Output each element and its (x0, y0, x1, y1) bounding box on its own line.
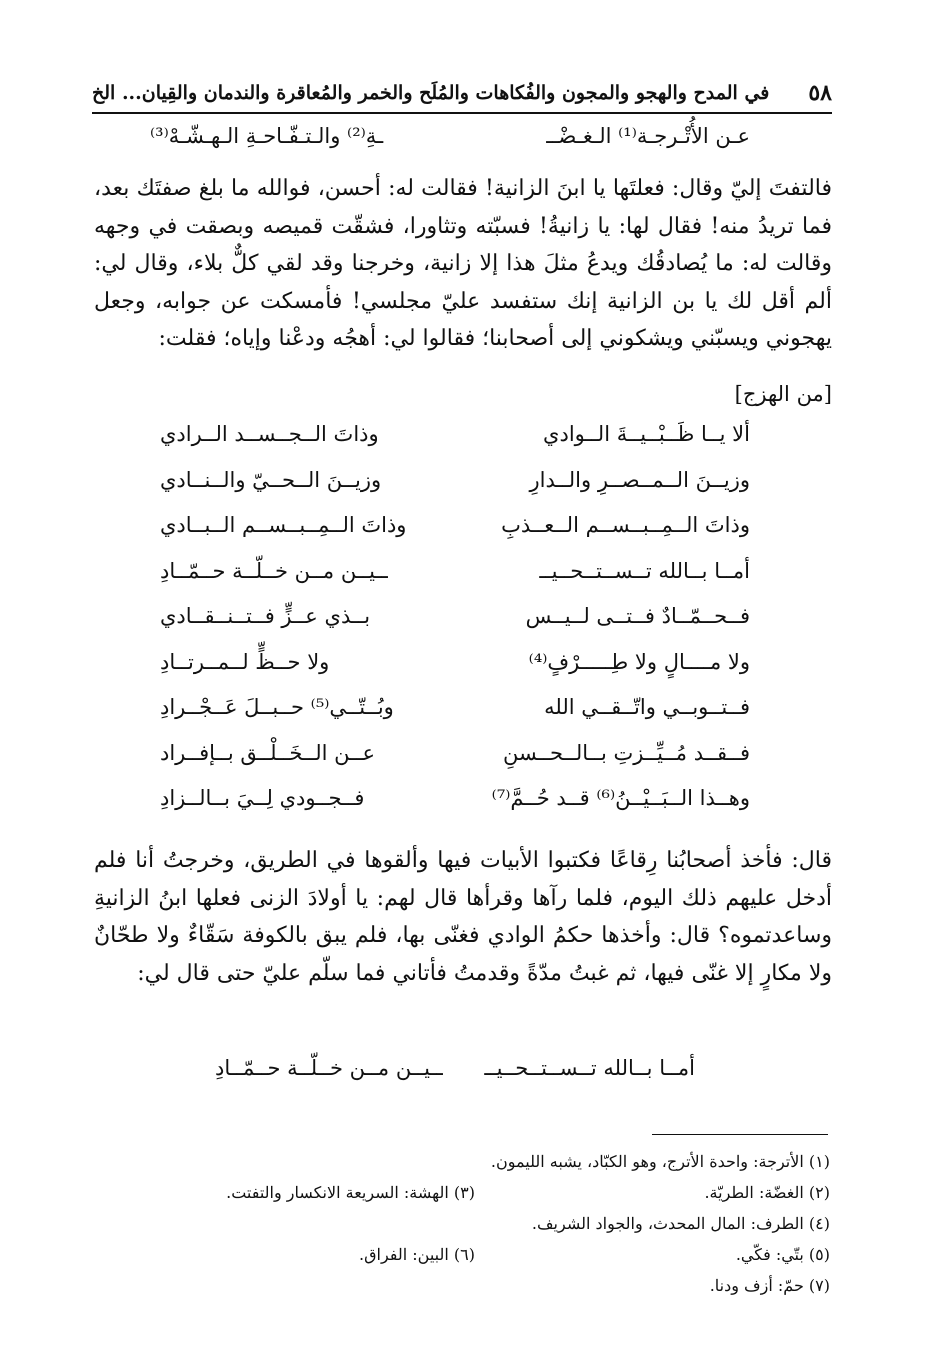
poem-verse (160, 422, 750, 468)
paragraph-narrative-1: فالتفتَ إليّ وقال: فعلتَها يا ابنَ الزانية! فقالت له: أحسن، فوالله ما بلغ صفتَك بعد، فما تريدُ منه! فقال لها: يا زانيةُ! فسبّته وتثاورا، فشقّت قميصه وبصقت في وجهه وقالت له: ما يُصادقُك ويدعُ مثلَ هذا إلا زانية، وخرجنا وقد لقي كلٌّ بلاء، وقال لي: ألم أقل لك يا بن الزانية إنك ستفسد عليّ مجلسي! فأمسكت عن جوابه، وجعل يهجوني ويسبّني ويشكوني إلى أصحابنا؛ فقالوا لي: أهجُه ودعْنا وإياه؛ فقلت: (94, 176, 832, 352)
closing-verse (215, 1056, 695, 1096)
footnote: (٥) بتّي: فكّي. (735, 1245, 830, 1264)
verse-first-hemistich: وذاتَ الــمِــبــســم الــعــذبِ (501, 513, 750, 537)
verse-first-hemistich: وزيــنَ الــمــصــرِ والــدارِ (529, 467, 750, 492)
verse-first-hemistich: فــحــمّــادٌ فــتــى لــيــس (525, 604, 750, 628)
footnote: (٦) البين: الفراق. (359, 1245, 475, 1264)
verse-second-hemistich: ــيــن مــن خــلّــة حــمّــادِ (215, 1056, 443, 1080)
verse-first-hemistich: ولا مــــالٍ ولا طِـــــرْفٍ⁽⁴⁾ (528, 649, 750, 674)
poem-verse (160, 695, 750, 741)
footnote: (١) الأترجة: واحدة الأترج، وهو الكبّاد، يشبه الليمون. (490, 1152, 830, 1171)
opening-verse (150, 124, 750, 164)
verse-second-hemistich: وبُــتّــي⁽⁵⁾ حــبــلَ عَــجْــرادِ (160, 695, 394, 719)
footnote-row (110, 1177, 830, 1208)
page-number: ٥٨ (808, 80, 832, 106)
verse-second-hemistich: ــيــن مــن خــلّــة حــمّــادِ (160, 558, 388, 583)
verse-second-hemistich: وذاتَ الــمِــبــســم الــبــادي (160, 513, 407, 537)
poem (160, 422, 750, 832)
verse-first-hemistich: ألا يــا ظَــبْــيــةَ الــوادي (543, 422, 750, 446)
meter-label: [من الهزج] (734, 382, 832, 406)
verse-second-hemistich: فــجــودي لِــيَ بــالــزادِ (160, 786, 365, 810)
verse-first-hemistich: فــتــوبــي واتّــقــي الله (544, 695, 750, 719)
verse-second-hemistich: عــن الــخَــلْــق بــإفــراد (160, 740, 376, 765)
page-header (92, 72, 832, 114)
paragraph-narrative-2: قال: فأخذ أصحابُنا رِقاعًا فكتبوا الأبيات فيها وألقوها في الطريق، وخرجتُ أنا فلم أدخل عليهم ذلك اليوم، فلما رآها وقرأها قال لهم: يا أولادَ الزنى فعلها ابنُ الزانيةِ وساعدتموه؟ قال: وأخذها حكمُ الوادي فغنّى بها، فلم يبق بالكوفة سَقّاءٌ ولا طحّانٌ ولا مكارٍ إلا غنّى فيها، ثم غبتُ مدّةً وقدمتُ فأتاني فما سلّم عليّ حتى قال لي: (94, 848, 832, 986)
footnote-row (110, 1270, 830, 1301)
poem-verse (160, 741, 750, 787)
verse-first-hemistich: عـن الأُتْـرجـة⁽¹⁾ الـغـضْــ (546, 124, 750, 148)
running-title: في المدح والهجو والمجون والفُكاهات والمُلَح والخمر والمُعاقرة والندمان والقِيان... الخ (92, 82, 770, 104)
footnote: (٧) حمّ: أزف ودنا. (709, 1276, 830, 1295)
footnote-row (110, 1146, 830, 1177)
footnote-row (110, 1239, 830, 1270)
verse-second-hemistich: ولا حــظٍّ لــمــرتــادِ (160, 649, 330, 674)
footnote: (٢) الغضّة: الطريّة. (704, 1183, 830, 1202)
footnote: (٣) الهشة: السريعة الانكسار والتفتت. (226, 1183, 475, 1202)
poem-verse (160, 604, 750, 650)
footnote-divider (652, 1134, 828, 1135)
verse-first-hemistich: فــقــد مُــيِّــزتِ بــالــحــسنِ (502, 740, 750, 765)
verse-second-hemistich: بــذي عــزٍّ فــتــنــقــادي (160, 604, 371, 628)
verse-second-hemistich: وذاتَ الــجــســد الــرادي (160, 422, 379, 446)
footnote: (٤) الطرف: المال المحدث، والجواد الشريف. (531, 1214, 830, 1233)
verse-first-hemistich: أمــا بــالله تــســتــحــيــ (484, 1056, 695, 1080)
footnotes (110, 1146, 830, 1301)
verse-first-hemistich: وهــذا الــبَــيْــنُ⁽⁶⁾ قــد حُــمَّ⁽⁷⁾ (491, 786, 750, 810)
verse-first-hemistich: أمــا بــالله تــســتــحــيــ (539, 558, 750, 583)
verse-second-hemistich: ـةِ⁽²⁾ والـتـفّـاحـةِ الـهـشّـهْ⁽³⁾ (150, 124, 384, 148)
footnote-row (110, 1208, 830, 1239)
poem-verse (160, 650, 750, 696)
verse-second-hemistich: وزيــنَ الــحــيّ والــنــادي (160, 467, 382, 492)
poem-verse (160, 513, 750, 559)
poem-verse (160, 786, 750, 832)
poem-verse (160, 559, 750, 605)
poem-verse (160, 468, 750, 514)
